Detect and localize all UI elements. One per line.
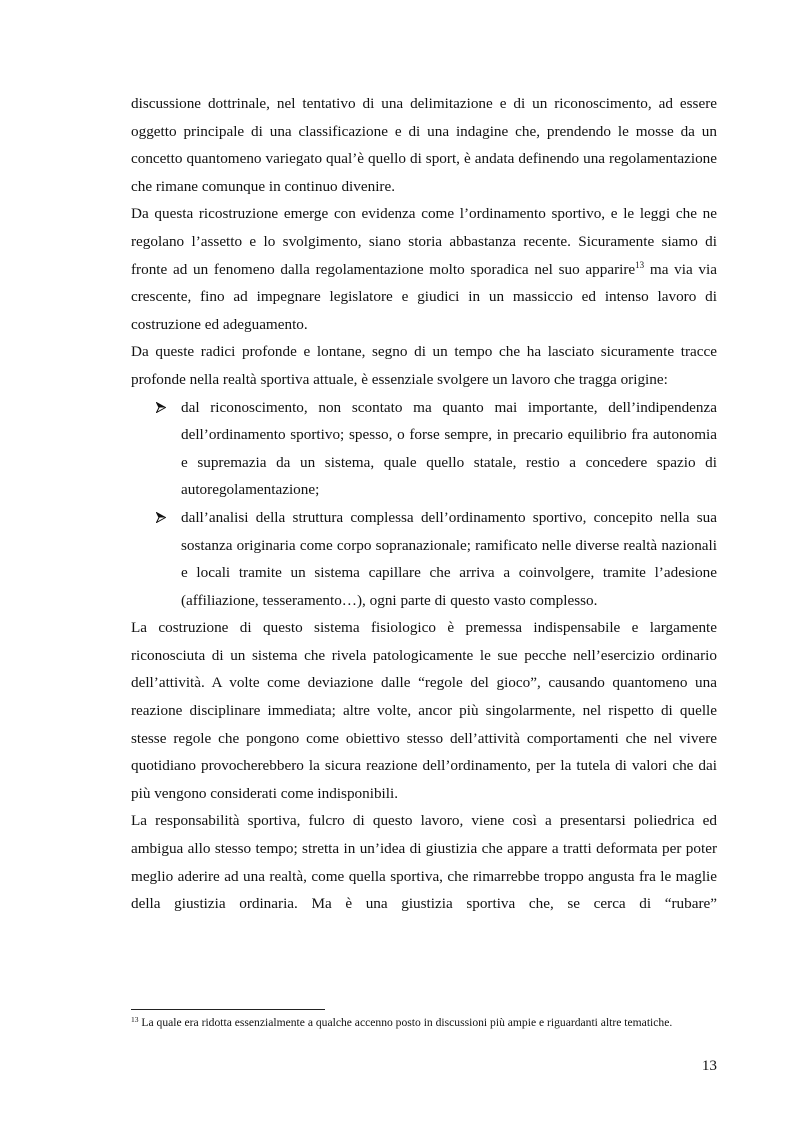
arrowhead-bullet-icon [156,402,166,413]
list-item-text: dal riconoscimento, non scontato ma quanto mai importante, dell’indipendenza dell’ordinamento sportivo; spesso, o forse sempre, in precario equilibrio fra autonomia e supremazia da un sistema, quale quello statale, restio a concedere spazio di autoregolamentazione; [181,398,717,499]
paragraph-4: La costruzione di questo sistema fisiologico è premessa indispensabile e largamente riconosciuta di un sistema che rivela patologicamente le sue pecche nell’esercizio ordinario dell’attività. A volte come deviazione dalle “regole del gioco”, causando quantomeno una reazione disciplinare immediata; altre volte, ancor più singolarmente, nel rispetto di quelle stesse regole che pongono come obiettivo stesso dell’attività comportamenti che nel vivere quotidiano provocherebbero la sicura reazione dell’ordinamento, per la tutela di valori che dai più vengono considerati come indisponibili. [131,619,717,802]
footnote-separator [131,1009,325,1010]
paragraph-3: Da queste radici profonde e lontane, segno di un tempo che ha lasciato sicuramente tracce profonde nella realtà sportiva attuale, è essenziale svolgere un lavoro che tragga origine: [131,343,717,388]
paragraph-1: discussione dottrinale, nel tentativo di una delimitazione e di un riconoscimento, ad essere oggetto principale di una classificazione e di una indagine che, prendendo le mosse da un concetto quantomeno variegato qual’è quello di sport, è andata definendo una regolamentazione che rimane comunque in continuo divenire. [131,95,717,195]
footnote [131,1016,717,1031]
paragraph-2-text-a: Da questa ricostruzione emerge con evidenza come l’ordinamento sportivo, e le leggi che ne regolano l’assetto e lo svolgimento, siano storia abbastanza recente. Sicuramente siamo di fronte ad un fenomeno dalla regolamentazione molto sporadica nel suo apparire [131,205,717,278]
bullet-list [131,394,717,615]
page-number: 13 [701,1057,717,1074]
paragraph-2 [131,200,717,338]
list-item [131,504,717,614]
list-item-text: dall’analisi della struttura complessa dell’ordinamento sportivo, concepito nella sua sostanza originaria come corpo sopranazionale; ramificato nelle diverse realtà nazionali e locali tramite un sistema capillare che arriva a coinvolgere, tramite l’adesione (affiliazione, tesseramento…), ogni parte di questo vasto complesso. [181,508,717,609]
arrowhead-bullet-icon [156,512,166,523]
footnote-reference[interactable]: 13 [635,259,645,270]
page-body [131,90,717,918]
footnote-marker: 13 [131,1015,139,1024]
list-item [131,394,717,504]
paragraph-2-text-b: ma via via crescente, fino ad impegnare legislatore e giudici in un massiccio ed intenso lavoro di costruzione ed adeguamento. [131,260,717,333]
paragraph-5: La responsabilità sportiva, fulcro di questo lavoro, viene così a presentarsi poliedrica ed ambigua allo stesso tempo; stretta in un’idea di giustizia che appare a tratti deformata per poter meglio aderire ad una realtà, come quella sportiva, che rimarrebbe troppo angusta fra le maglie della giustizia ordinaria. Ma è una giustizia sportiva che, se cerca di “rubare” [131,812,717,913]
footnote-text: La quale era ridotta essenzialmente a qualche accenno posto in discussioni più ampie e riguardanti altre tematiche. [138,1016,673,1029]
